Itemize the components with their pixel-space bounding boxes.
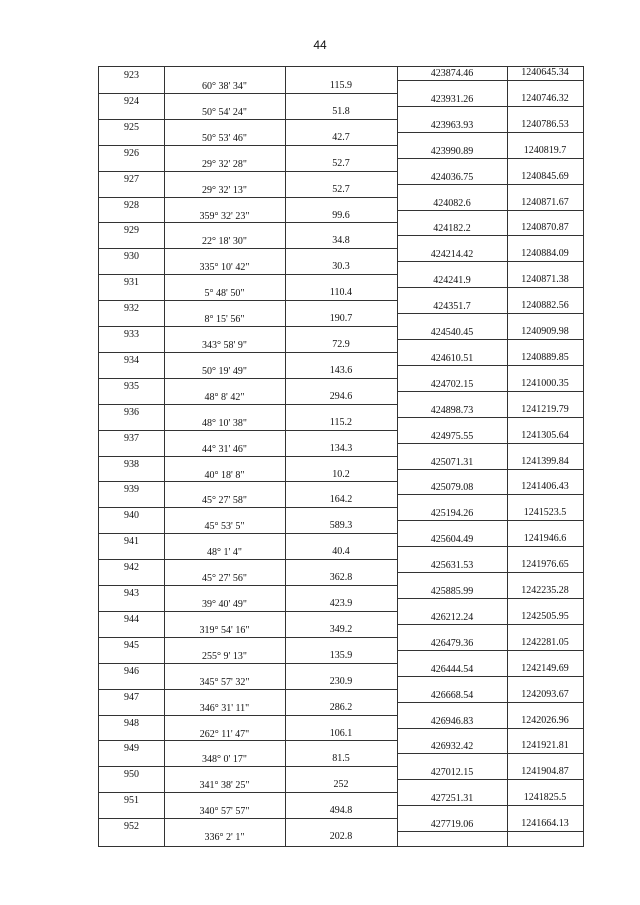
point-number: 940: [124, 510, 139, 522]
bearing-angle: 335° 10' 42": [199, 262, 250, 274]
segment-length: 52.7: [332, 157, 350, 169]
segment-length: 51.8: [332, 105, 350, 117]
row-divider: [397, 676, 583, 677]
coordinate-x: 423874.46: [430, 68, 474, 79]
point-number: 952: [124, 821, 139, 833]
segment-length: 362.8: [329, 572, 353, 584]
coordinate-y: 1241825.5: [523, 792, 567, 804]
point-number: 931: [124, 277, 139, 289]
row-divider: [397, 494, 583, 495]
bearing-angle: 50° 54' 24": [202, 106, 247, 118]
row-divider: [397, 417, 583, 418]
segment-length: 190.7: [329, 313, 353, 325]
row-divider: [397, 572, 583, 573]
segment-length: 134.3: [329, 442, 353, 454]
row-divider: [99, 637, 397, 638]
coordinate-y: 1242235.28: [521, 585, 569, 596]
segment-length: 34.8: [332, 235, 350, 247]
point-number: 938: [124, 458, 139, 470]
segment-length: 110.4: [329, 287, 353, 299]
segment-length: 135.9: [329, 649, 353, 661]
row-divider: [397, 443, 583, 444]
row-divider: [397, 158, 583, 159]
point-number: 924: [124, 95, 139, 107]
segment-length: 494.8: [329, 805, 353, 817]
bearing-angle: 348° 0' 17": [202, 754, 247, 766]
bearing-angle: 336° 2' 1": [204, 832, 245, 844]
row-divider: [99, 171, 397, 172]
coordinate-x: 424702.15: [430, 378, 474, 390]
bearing-angle: 345° 57' 32": [199, 676, 250, 688]
point-number: 948: [124, 717, 139, 729]
coordinate-y: 1242505.95: [521, 610, 569, 622]
bearing-angle: 39° 40' 49": [202, 599, 247, 610]
point-number: 926: [124, 147, 139, 159]
row-divider: [397, 650, 583, 651]
coordinate-y: 1241305.64: [521, 429, 569, 441]
segment-length: 164.2: [329, 494, 353, 506]
row-divider: [99, 456, 397, 457]
bearing-angle: 45° 53' 5": [204, 521, 245, 533]
coordinate-y: 1240909.98: [521, 326, 569, 337]
coordinate-y: 1242149.69: [521, 662, 569, 674]
bearing-angle: 60° 38' 34": [202, 81, 247, 92]
row-divider: [99, 715, 397, 716]
coordinate-y: 1241904.87: [521, 766, 569, 778]
row-divider: [397, 184, 583, 185]
row-divider: [99, 378, 397, 379]
point-number: 936: [124, 406, 139, 418]
coordinate-x: 424540.45: [430, 327, 474, 338]
row-divider: [99, 404, 397, 405]
bearing-angle: 48° 10' 38": [202, 417, 247, 429]
coordinate-x: 425079.08: [430, 482, 474, 494]
coordinate-y: 1240845.69: [521, 170, 569, 182]
row-divider: [397, 469, 583, 470]
row-divider: [397, 210, 583, 211]
coordinate-x: 427719.06: [430, 819, 474, 831]
bearing-angle: 340° 57' 57": [199, 806, 250, 818]
segment-length: 286.2: [329, 701, 353, 713]
point-number: 944: [124, 613, 139, 625]
coordinate-x: 425631.53: [430, 560, 474, 572]
segment-length: 202.8: [329, 831, 353, 843]
row-divider: [397, 728, 583, 729]
segment-length: 106.1: [329, 727, 353, 739]
row-divider: [397, 235, 583, 236]
segment-length: 423.9: [329, 598, 353, 609]
point-number: 942: [124, 562, 139, 574]
row-divider: [397, 702, 583, 703]
point-number: 945: [124, 639, 139, 651]
row-divider: [99, 689, 397, 690]
coordinate-x: 424214.42: [430, 249, 474, 261]
coordinate-y: 1241219.79: [521, 403, 569, 415]
coordinate-x: 424182.2: [433, 223, 471, 235]
coordinate-x: 426212.24: [430, 611, 474, 623]
bearing-angle: 5° 48' 50": [204, 288, 245, 300]
row-divider: [397, 106, 583, 107]
coordinate-y: 1241000.35: [521, 377, 569, 389]
coordinate-y: 1240889.85: [521, 351, 569, 363]
coordinate-x: 424351.7: [433, 301, 471, 313]
bearing-angle: 45° 27' 58": [202, 495, 247, 507]
row-divider: [397, 520, 583, 521]
coordinate-x: 426479.36: [430, 637, 474, 649]
row-divider: [397, 805, 583, 806]
row-divider: [99, 197, 397, 198]
row-divider: [397, 261, 583, 262]
point-number: 943: [124, 588, 139, 599]
segment-length: 52.7: [332, 183, 350, 195]
segment-length: 115.2: [329, 416, 353, 428]
row-divider: [99, 430, 397, 431]
row-divider: [99, 663, 397, 664]
row-divider: [99, 248, 397, 249]
bearing-angle: 341° 38' 25": [199, 780, 250, 792]
coordinate-x: 424036.75: [430, 171, 474, 183]
coordinate-y: 1240819.7: [523, 144, 567, 156]
point-number: 923: [124, 70, 139, 81]
row-divider: [99, 145, 397, 146]
point-number: 949: [124, 743, 139, 755]
row-divider: [99, 274, 397, 275]
row-divider: [99, 352, 397, 353]
coordinate-x: 424082.6: [433, 197, 471, 209]
segment-length: 40.4: [332, 546, 350, 558]
coordinate-x: 426444.54: [430, 663, 474, 675]
coordinate-y: 1242093.67: [521, 688, 569, 700]
bearing-angle: 44° 31' 46": [202, 443, 247, 455]
point-number: 934: [124, 354, 139, 366]
segment-length: 115.9: [329, 80, 353, 91]
coordinate-y: 1241921.81: [521, 740, 569, 752]
row-divider: [99, 585, 397, 586]
segment-length: 294.6: [329, 390, 353, 402]
row-divider: [397, 80, 583, 81]
segment-length: 42.7: [332, 131, 350, 143]
bearing-angle: 262° 11' 47": [199, 728, 250, 740]
coordinate-y: 1242281.05: [521, 636, 569, 648]
row-divider: [99, 611, 397, 612]
row-divider: [99, 300, 397, 301]
point-number: 939: [124, 484, 139, 496]
coordinate-y: 1240871.38: [521, 274, 569, 286]
point-number: 937: [124, 432, 139, 444]
row-divider: [397, 598, 583, 599]
point-number: 928: [124, 199, 139, 211]
row-divider: [99, 792, 397, 793]
row-divider: [99, 93, 397, 94]
bearing-angle: 50° 53' 46": [202, 132, 247, 144]
coordinate-y: 1241664.13: [521, 818, 569, 830]
coordinate-x: 423931.26: [430, 93, 474, 105]
bearing-angle: 22° 18' 30": [202, 236, 247, 248]
row-divider: [99, 559, 397, 560]
coordinate-y: 1240746.32: [521, 92, 569, 104]
coordinate-y: 1241399.84: [521, 455, 569, 467]
row-divider: [99, 481, 397, 482]
point-number: 932: [124, 303, 139, 315]
coordinate-y: 1241976.65: [521, 559, 569, 571]
point-number: 930: [124, 251, 139, 263]
row-divider: [99, 846, 583, 847]
segment-length: 230.9: [329, 675, 353, 687]
row-divider: [397, 391, 583, 392]
row-divider: [99, 326, 397, 327]
coordinate-x: 425194.26: [430, 508, 474, 520]
coordinate-y: 1241946.6: [523, 533, 567, 545]
point-number: 946: [124, 665, 139, 677]
row-divider: [397, 546, 583, 547]
coordinate-x: 425071.31: [430, 456, 474, 468]
bearing-angle: 29° 32' 28": [202, 158, 247, 170]
coordinates-table: [98, 66, 584, 847]
segment-length: 72.9: [332, 339, 350, 350]
coordinate-x: 424241.9: [433, 275, 471, 287]
row-divider: [99, 119, 397, 120]
row-divider: [397, 132, 583, 133]
bearing-angle: 8° 15' 56": [204, 314, 245, 326]
coordinate-y: 1241523.5: [523, 507, 567, 519]
segment-length: 99.6: [332, 209, 350, 221]
point-number: 933: [124, 329, 139, 340]
row-divider: [99, 533, 397, 534]
segment-length: 349.2: [329, 623, 353, 635]
coordinate-x: 425885.99: [430, 586, 474, 597]
coordinate-x: 426946.83: [430, 715, 474, 727]
row-divider: [397, 624, 583, 625]
bearing-angle: 319° 54' 16": [199, 624, 250, 636]
point-number: 925: [124, 121, 139, 133]
coordinate-y: 1241406.43: [521, 481, 569, 493]
point-number: 951: [124, 795, 139, 807]
row-divider: [397, 287, 583, 288]
coordinate-x: 423963.93: [430, 119, 474, 131]
point-number: 929: [124, 225, 139, 237]
row-divider: [397, 831, 583, 832]
coordinate-x: 425604.49: [430, 534, 474, 546]
row-divider: [397, 753, 583, 754]
coordinate-x: 424975.55: [430, 430, 474, 442]
coordinate-x: 427012.15: [430, 767, 474, 779]
bearing-angle: 48° 8' 42": [204, 391, 245, 403]
row-divider: [397, 779, 583, 780]
coordinate-x: 424610.51: [430, 352, 474, 364]
bearing-angle: 29° 32' 13": [202, 184, 247, 196]
coordinate-x: 427251.31: [430, 793, 474, 805]
segment-length: 30.3: [332, 261, 350, 273]
coordinate-x: 426932.42: [430, 741, 474, 753]
row-divider: [397, 339, 583, 340]
segment-length: 589.3: [329, 520, 353, 532]
segment-length: 252: [333, 779, 349, 791]
coordinate-y: 1240645.34: [521, 67, 569, 78]
segment-length: 10.2: [332, 468, 350, 480]
bearing-angle: 45° 27' 56": [202, 573, 247, 585]
bearing-angle: 40° 18' 8": [204, 469, 245, 481]
page-number: 44: [313, 38, 327, 52]
coordinate-x: 424898.73: [430, 404, 474, 416]
bearing-angle: 343° 58' 9": [202, 340, 247, 351]
row-divider: [99, 507, 397, 508]
coordinate-y: 1240786.53: [521, 118, 569, 130]
coordinate-y: 1240870.87: [521, 222, 569, 234]
point-number: 927: [124, 173, 139, 185]
bearing-angle: 50° 19' 49": [202, 365, 247, 377]
bearing-angle: 48° 1' 4": [207, 547, 242, 559]
coordinate-y: 1240884.09: [521, 248, 569, 260]
coordinate-x: 423990.89: [430, 145, 474, 157]
row-divider: [99, 222, 397, 223]
point-number: 941: [124, 536, 139, 548]
segment-length: 143.6: [329, 364, 353, 376]
row-divider: [99, 740, 397, 741]
coordinate-y: 1240882.56: [521, 300, 569, 312]
row-divider: [99, 766, 397, 767]
bearing-angle: 346° 31' 11": [199, 702, 250, 714]
row-divider: [397, 365, 583, 366]
coordinate-y: 1240871.67: [521, 196, 569, 208]
point-number: 950: [124, 769, 139, 781]
point-number: 947: [124, 691, 139, 703]
bearing-angle: 359° 32' 23": [199, 210, 250, 222]
coordinate-y: 1242026.96: [521, 714, 569, 726]
coordinate-x: 426668.54: [430, 689, 474, 701]
point-number: 935: [124, 380, 139, 392]
row-divider: [397, 313, 583, 314]
bearing-angle: 255° 9' 13": [202, 650, 247, 662]
row-divider: [99, 818, 397, 819]
segment-length: 81.5: [332, 753, 350, 765]
